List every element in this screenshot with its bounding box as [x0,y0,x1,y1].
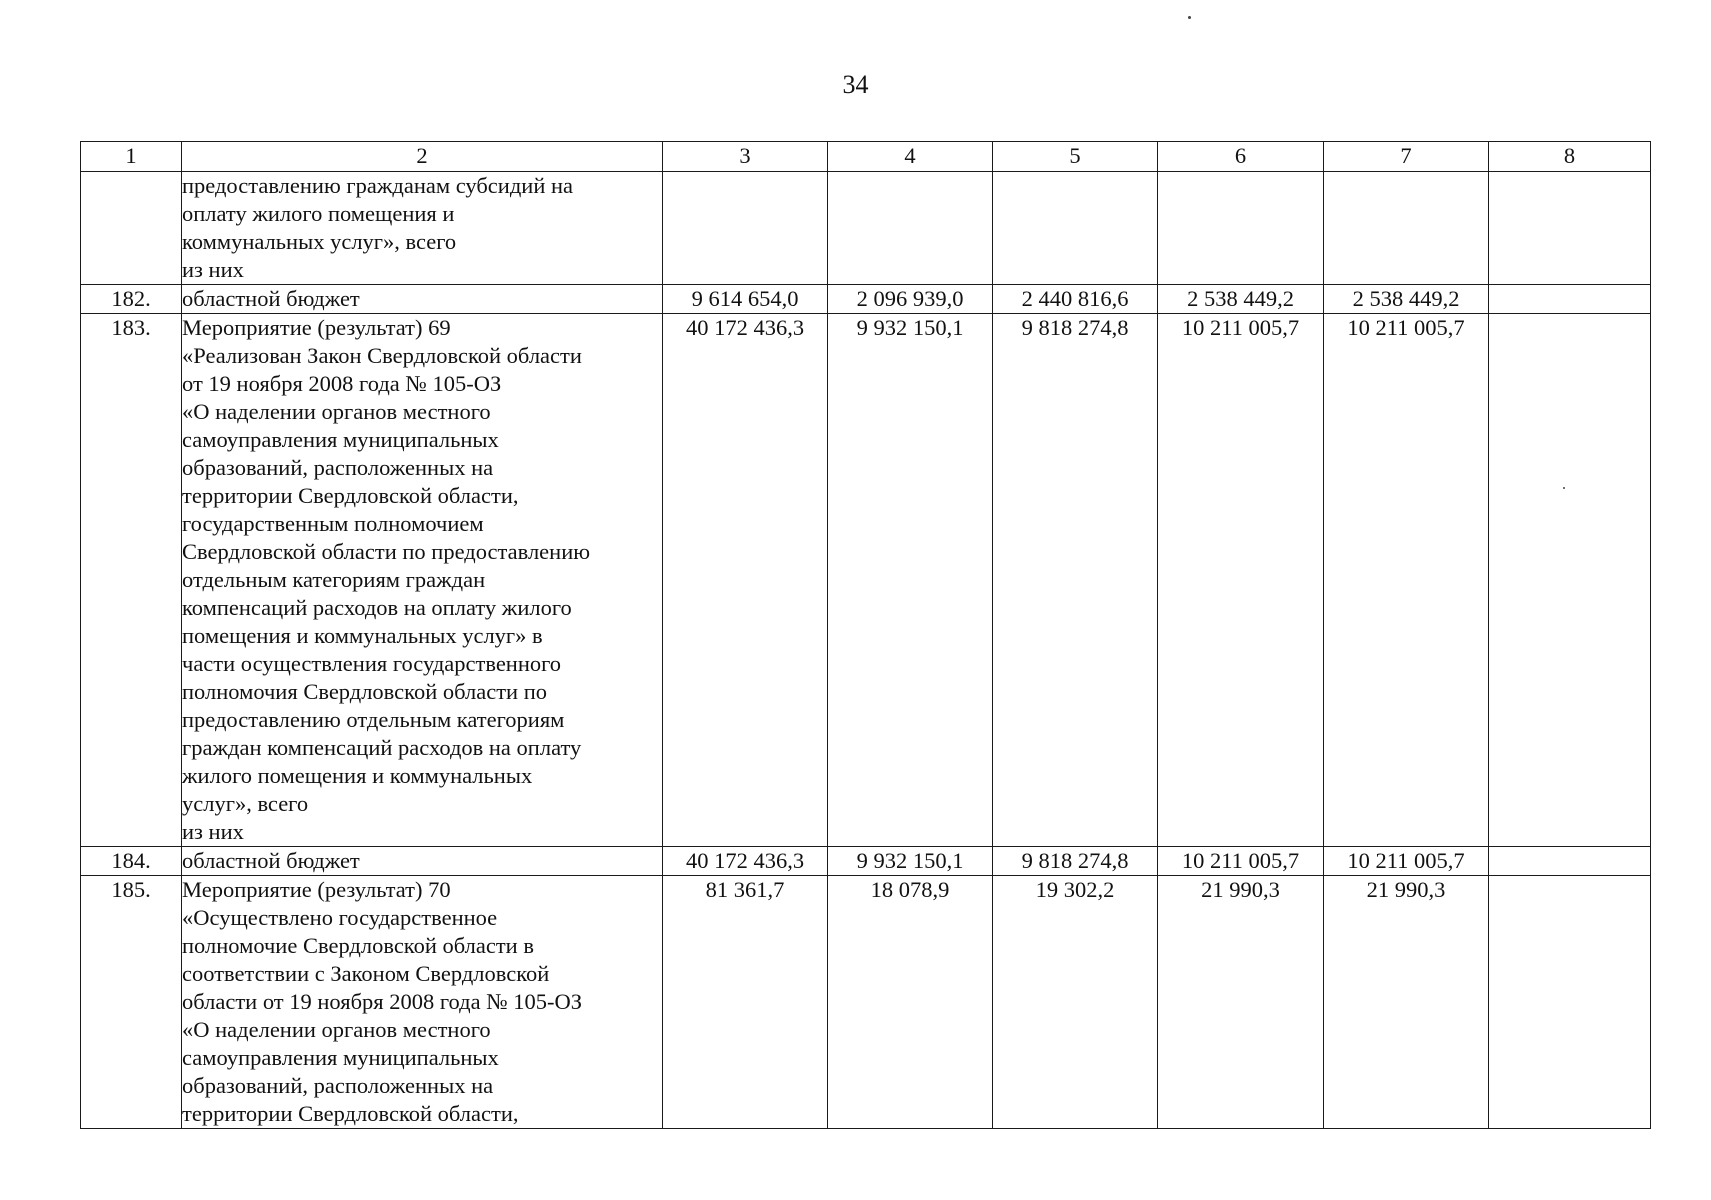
value-cell: 9 818 274,8 [993,314,1158,847]
value-cell: 21 990,3 [1324,876,1489,1129]
value-cell [1489,314,1651,847]
value-cell: 10 211 005,7 [1324,314,1489,847]
row-number: 182. [81,285,182,314]
column-header: 6 [1158,142,1324,172]
scan-speck [1188,16,1191,19]
value-cell: 18 078,9 [828,876,993,1129]
value-cell: 9 818 274,8 [993,847,1158,876]
row-number: 184. [81,847,182,876]
table-row [81,314,1651,847]
column-header: 3 [663,142,828,172]
value-cell [1489,847,1651,876]
value-cell [993,172,1158,285]
value-cell: 9 932 150,1 [828,314,993,847]
value-cell: 2 440 816,6 [993,285,1158,314]
value-cell [1158,172,1324,285]
row-number: 183. [81,314,182,847]
row-number [81,172,182,285]
row-name: Мероприятие (результат) 69 «Реализован Закон Свердловской области от 19 ноября 2008 года № 105-ОЗ «О наделении органов местного самоуправления муниципальных образований, расположенных на территории Свердловской области, государственным полномочием Свердловской области по предоставлению отдельным категориям граждан компенсаций расходов на оплату жилого помещения и коммунальных услуг» в части осуществления государственного полномочия Свердловской области по предоставлению отдельным категориям граждан компенсаций расходов на оплату жилого помещения и коммунальных услуг», всего из них [182,314,663,847]
value-cell [1489,876,1651,1129]
table-row [81,876,1651,1129]
table-row [81,285,1651,314]
table-row [81,847,1651,876]
value-cell: 9 614 654,0 [663,285,828,314]
column-header: 4 [828,142,993,172]
value-cell: 10 211 005,7 [1324,847,1489,876]
value-cell: 10 211 005,7 [1158,314,1324,847]
value-cell: 9 932 150,1 [828,847,993,876]
row-name: предоставлению гражданам субсидий на оплату жилого помещения и коммунальных услуг», всего из них [182,172,663,285]
value-cell [1489,172,1651,285]
value-cell [828,172,993,285]
value-cell: 10 211 005,7 [1158,847,1324,876]
column-header: 1 [81,142,182,172]
value-cell: 2 538 449,2 [1324,285,1489,314]
value-cell: 2 096 939,0 [828,285,993,314]
value-cell: 2 538 449,2 [1158,285,1324,314]
value-cell: 81 361,7 [663,876,828,1129]
value-cell [1489,285,1651,314]
column-header: 2 [182,142,663,172]
column-header: 7 [1324,142,1489,172]
row-name: областной бюджет [182,285,663,314]
value-cell: 40 172 436,3 [663,314,828,847]
row-number: 185. [81,876,182,1129]
value-cell: 40 172 436,3 [663,847,828,876]
value-cell [1324,172,1489,285]
column-header: 5 [993,142,1158,172]
page-number: 34 [842,70,869,99]
budget-table [80,141,1651,1129]
value-cell: 19 302,2 [993,876,1158,1129]
value-cell [663,172,828,285]
row-name: Мероприятие (результат) 70 «Осуществлено государственное полномочие Свердловской области в соответствии с Законом Свердловской области от 19 ноября 2008 года № 105-ОЗ «О наделении органов местного самоуправления муниципальных образований, расположенных на территории Свердловской области, [182,876,663,1129]
table-header-row [81,142,1651,172]
row-name: областной бюджет [182,847,663,876]
table-row [81,172,1651,285]
column-header: 8 [1489,142,1651,172]
value-cell: 21 990,3 [1158,876,1324,1129]
